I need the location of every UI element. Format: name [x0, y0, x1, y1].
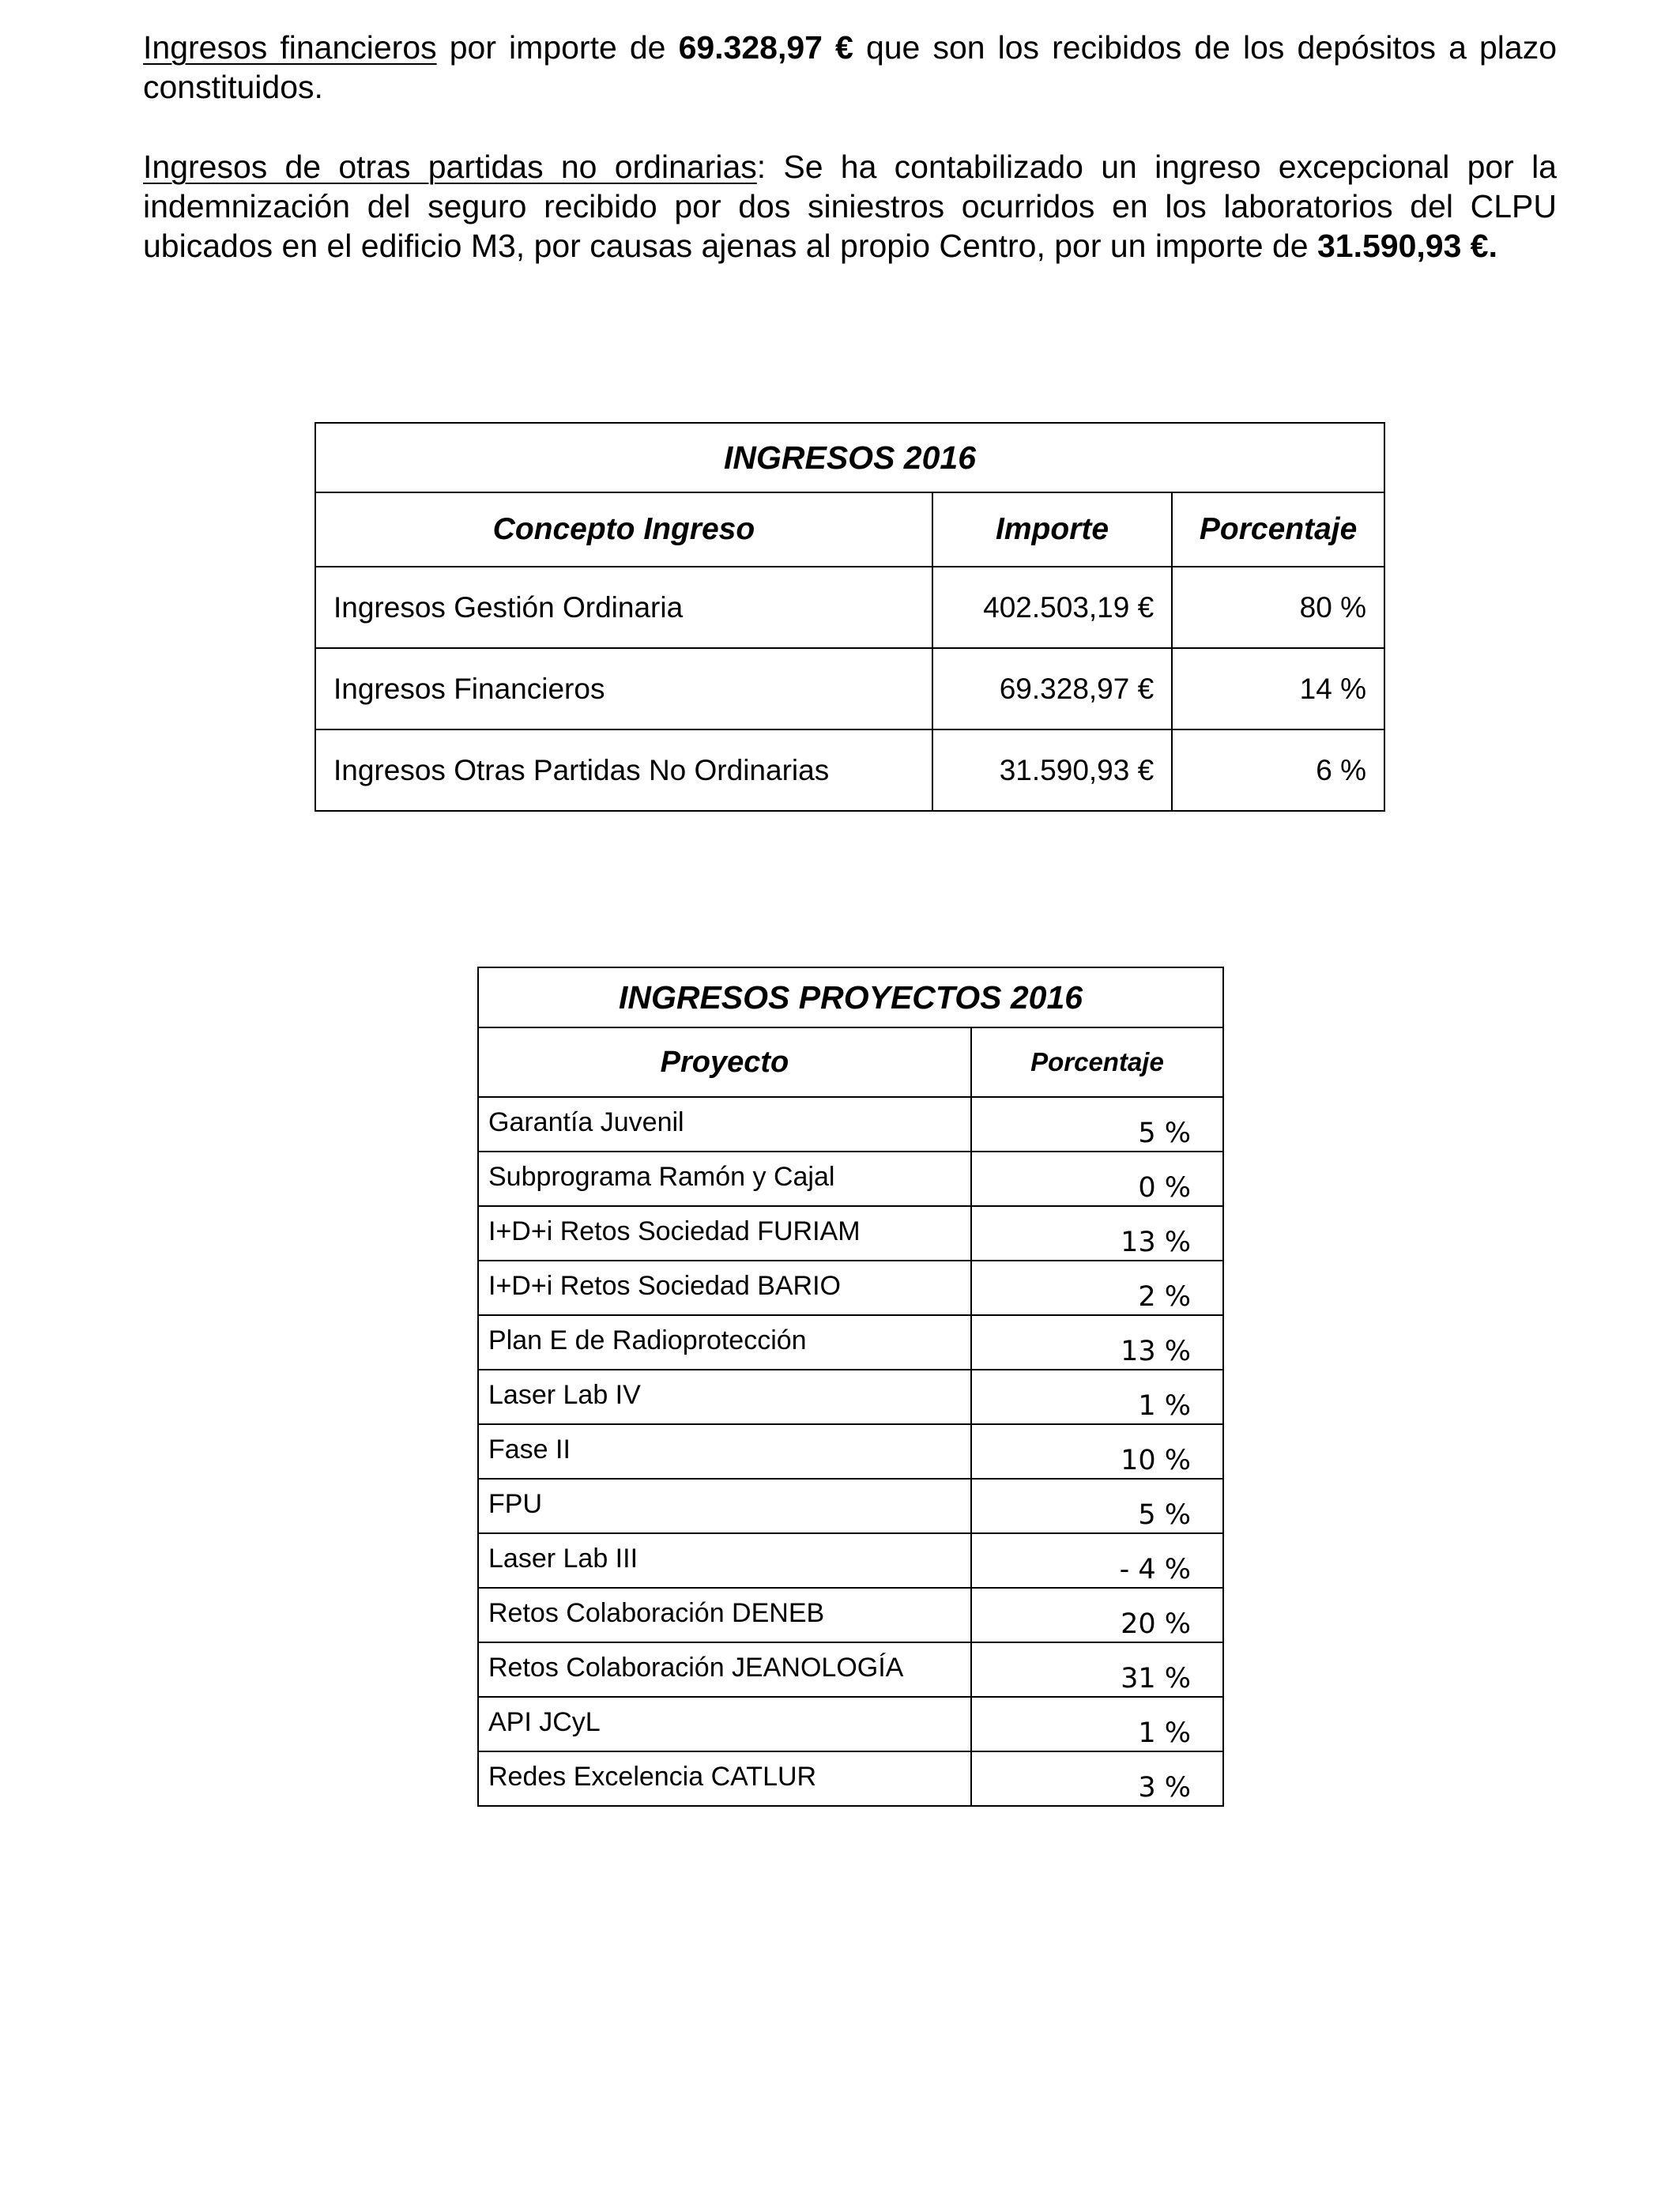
proyecto-cell: Retos Colaboración DENEB — [478, 1588, 971, 1642]
porcentaje-cell: 5 % — [971, 1097, 1223, 1152]
column-header-importe: Importe — [932, 492, 1172, 567]
paragraph-label: Ingresos de otras partidas no ordinarias — [143, 149, 757, 185]
porcentaje-cell: 13 % — [971, 1206, 1223, 1261]
proyecto-cell: Laser Lab III — [478, 1533, 971, 1588]
table-row — [315, 729, 1384, 811]
proyecto-cell: API JCyL — [478, 1697, 971, 1751]
importe-cell: 69.328,97 € — [932, 648, 1172, 729]
paragraph-ingresos-financieros — [143, 28, 1557, 107]
table-row — [478, 1315, 1223, 1370]
table-row — [315, 567, 1384, 648]
table-row — [478, 1152, 1223, 1206]
table-row — [478, 1697, 1223, 1751]
porcentaje-cell: 10 % — [971, 1424, 1223, 1479]
table-title: INGRESOS PROYECTOS 2016 — [478, 967, 1223, 1027]
porcentaje-cell: 5 % — [971, 1479, 1223, 1533]
proyecto-cell: Fase II — [478, 1424, 971, 1479]
paragraph-amount: 69.328,97 € — [678, 29, 853, 66]
porcentaje-cell: 14 % — [1172, 648, 1384, 729]
column-header-porcentaje: Porcentaje — [1172, 492, 1384, 567]
concepto-cell: Ingresos Financieros — [315, 648, 932, 729]
table-row — [478, 1479, 1223, 1533]
table-row — [478, 1642, 1223, 1697]
proyecto-cell: Laser Lab IV — [478, 1370, 971, 1424]
proyecto-cell: Redes Excelencia CATLUR — [478, 1751, 971, 1806]
proyecto-cell: I+D+i Retos Sociedad FURIAM — [478, 1206, 971, 1261]
proyecto-cell: FPU — [478, 1479, 971, 1533]
porcentaje-cell: 13 % — [971, 1315, 1223, 1370]
ingresos-2016-table — [315, 422, 1385, 812]
proyecto-cell: Plan E de Radioprotección — [478, 1315, 971, 1370]
column-header-concepto: Concepto Ingreso — [315, 492, 932, 567]
table-row — [478, 1751, 1223, 1806]
paragraph-text: que son los recibidos de los depósitos a plazo constituidos. — [143, 29, 1558, 105]
proyecto-cell: Garantía Juvenil — [478, 1097, 971, 1152]
paragraph-ingresos-otras-partidas — [143, 147, 1557, 266]
paragraph-text: : Se ha contabilizado un ingreso excepcional por la indemnización del seguro recibido por dos siniestros ocurridos en los laboratorios del CLPU ubicados en el edificio M3, por causas ajenas al propio Centro, por un importe de — [143, 149, 1557, 264]
porcentaje-cell: 1 % — [971, 1697, 1223, 1751]
porcentaje-cell: 2 % — [971, 1261, 1223, 1315]
table-row — [478, 1097, 1223, 1152]
concepto-cell: Ingresos Otras Partidas No Ordinarias — [315, 729, 932, 811]
table-row — [478, 1533, 1223, 1588]
table-row — [478, 1261, 1223, 1315]
table-row — [315, 648, 1384, 729]
porcentaje-cell: - 4 % — [971, 1533, 1223, 1588]
column-header-proyecto: Proyecto — [478, 1027, 971, 1097]
proyecto-cell: I+D+i Retos Sociedad BARIO — [478, 1261, 971, 1315]
table-title: INGRESOS 2016 — [315, 423, 1384, 492]
proyecto-cell: Retos Colaboración JEANOLOGÍA — [478, 1642, 971, 1697]
porcentaje-cell: 31 % — [971, 1642, 1223, 1697]
table-row — [478, 1588, 1223, 1642]
paragraph-label: Ingresos financieros — [143, 29, 437, 66]
porcentaje-cell: 0 % — [971, 1152, 1223, 1206]
table-row — [478, 1424, 1223, 1479]
porcentaje-cell: 1 % — [971, 1370, 1223, 1424]
porcentaje-cell: 6 % — [1172, 729, 1384, 811]
paragraph-text: por importe de — [436, 29, 679, 66]
porcentaje-cell: 20 % — [971, 1588, 1223, 1642]
porcentaje-cell: 80 % — [1172, 567, 1384, 648]
proyecto-cell: Subprograma Ramón y Cajal — [478, 1152, 971, 1206]
porcentaje-cell: 3 % — [971, 1751, 1223, 1806]
column-header-porcentaje: Porcentaje — [971, 1027, 1223, 1097]
ingresos-proyectos-2016-table — [477, 967, 1224, 1807]
concepto-cell: Ingresos Gestión Ordinaria — [315, 567, 932, 648]
table-row — [478, 1370, 1223, 1424]
table-row — [478, 1206, 1223, 1261]
importe-cell: 31.590,93 € — [932, 729, 1172, 811]
paragraph-amount: 31.590,93 €. — [1317, 228, 1497, 264]
importe-cell: 402.503,19 € — [932, 567, 1172, 648]
